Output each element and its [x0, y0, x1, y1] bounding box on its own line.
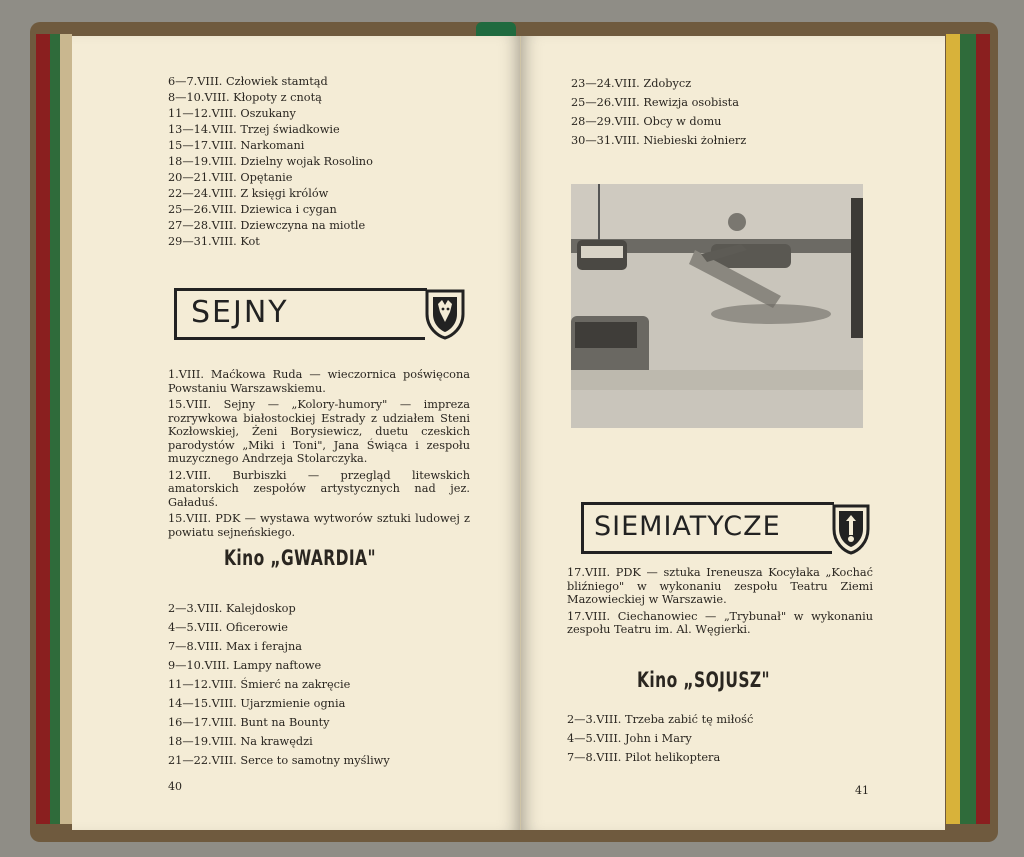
list-item: 18—19.VIII. Na krawędzi [168, 735, 313, 748]
kino-sojusz-title: Kino „SOJUSZ" [637, 668, 771, 692]
list-item: 7—8.VIII. Max i ferajna [168, 640, 302, 653]
list-item: 25—26.VIII. Dziewica i cygan [168, 203, 337, 216]
page-edge-right-red [976, 34, 990, 824]
list-item: 29—31.VIII. Kot [168, 235, 260, 248]
list-item: 6—7.VIII. Człowiek stamtąd [168, 75, 328, 88]
page-edge-left-red [36, 34, 50, 824]
list-item: 15—17.VIII. Narkomani [168, 139, 305, 152]
page-edge-right-yellow [946, 34, 960, 824]
page-number: 41 [855, 784, 869, 797]
page-edge-left-green [50, 34, 60, 824]
list-item: 21—22.VIII. Serce to samotny myśliwy [168, 754, 390, 767]
event-text: 1.VIII. Maćkowa Ruda — wieczornica poświęcona Powstaniu Warszawskiemu. [168, 368, 470, 395]
screening-list-gwardia [168, 599, 390, 770]
event-text: 15.VIII. PDK — wystawa wytworów sztuki ludowej z powiatu sejneńskiego. [168, 512, 470, 539]
page-edge-left-paper [60, 34, 72, 824]
page-edge-right-green [960, 34, 976, 824]
photo-content [571, 184, 863, 428]
event-text: 15.VIII. Sejny — „Kolory-humory" — impreza rozrywkowa białostockiej Estrady z udziałem Steni Kozłowskiej, Żeni Borysiewicz, duetu czeskich parodystów „Miki i Toni", Jana Świąca i zespołu muzycznego Andrzeja Stolarczyka. [168, 398, 470, 465]
events-siemiatycze [567, 566, 873, 640]
list-item: 13—14.VIII. Trzej świadkowie [168, 123, 340, 136]
ribbon-bookmark [476, 22, 516, 36]
town-name: SEJNY [191, 295, 289, 330]
screening-list-top-left [168, 74, 373, 250]
list-item: 22—24.VIII. Z księgi królów [168, 187, 329, 200]
photograph [571, 184, 863, 428]
list-item: 16—17.VIII. Bunt na Bounty [168, 716, 330, 729]
events-sejny [168, 368, 470, 542]
screening-list-top-right [571, 74, 746, 150]
list-item: 7—8.VIII. Pilot helikoptera [567, 751, 721, 764]
list-item: 2—3.VIII. Kalejdoskop [168, 602, 296, 615]
town-name: SIEMIATYCZE [594, 511, 781, 542]
list-item: 4—5.VIII. John i Mary [567, 732, 692, 745]
siemiatycze-crest-icon [831, 503, 871, 555]
event-text: 12.VIII. Burbiszki — przegląd litewskich amatorskich zespołów artystycznych nad jez. Gaładuś. [168, 468, 470, 509]
sejny-crest-icon [424, 288, 466, 340]
left-page [72, 36, 521, 830]
list-item: 4—5.VIII. Oficerowie [168, 621, 288, 634]
event-text: 17.VIII. Ciechanowiec — „Trybunał" w wykonaniu zespołu Teatru im. Al. Węgierki. [567, 609, 873, 636]
list-item: 30—31.VIII. Niebieski żołnierz [571, 134, 747, 147]
list-item: 9—10.VIII. Lampy naftowe [168, 659, 322, 672]
kino-gwardia-title: Kino „GWARDIA" [224, 546, 376, 570]
heading-rule [685, 502, 834, 505]
right-page [521, 36, 945, 830]
list-item: 11—12.VIII. Śmierć na zakręcie [168, 678, 351, 691]
screening-list-sojusz [567, 710, 753, 767]
event-text: 17.VIII. PDK — sztuka Ireneusza Kocyłaka „Kochać bliźniego" w wykonaniu zespołu Teatru Ziemi Mazowieckiej w Warszawie. [567, 566, 873, 606]
list-item: 27—28.VIII. Dziewczyna na miotle [168, 219, 366, 232]
list-item: 11—12.VIII. Oszukany [168, 107, 296, 120]
list-item: 28—29.VIII. Obcy w domu [571, 115, 722, 128]
list-item: 2—3.VIII. Trzeba zabić tę miłość [567, 713, 754, 726]
list-item: 23—24.VIII. Zdobycz [571, 77, 692, 90]
list-item: 20—21.VIII. Opętanie [168, 171, 293, 184]
town-heading-sejny [174, 288, 425, 340]
list-item: 25—26.VIII. Rewizja osobista [571, 96, 739, 109]
town-heading-siemiatycze [581, 502, 832, 554]
list-item: 14—15.VIII. Ujarzmienie ognia [168, 697, 346, 710]
list-item: 8—10.VIII. Kłopoty z cnotą [168, 91, 322, 104]
heading-rule [278, 288, 427, 291]
page-number: 40 [168, 780, 182, 793]
list-item: 18—19.VIII. Dzielny wojak Rosolino [168, 155, 373, 168]
